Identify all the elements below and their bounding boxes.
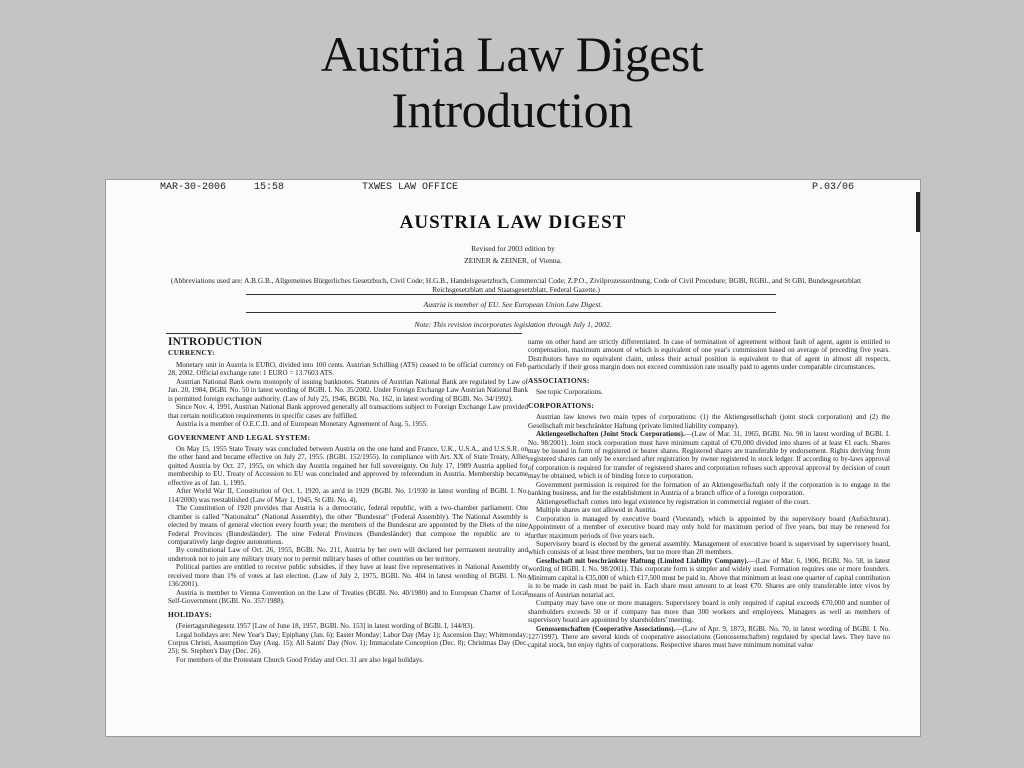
- paragraph: Monetary unit in Austria is EURO, divided into 100 cents. Austrian Schilling (ATS) ceased to be official currency on Feb. 28, 2002. Official exchange rate: 1 EURO = 13.7603 ATS.: [168, 360, 528, 378]
- fax-header: [106, 182, 920, 196]
- currency-heading: CURRENCY:: [168, 348, 215, 358]
- fax-time: 15:58: [254, 182, 285, 193]
- paragraph: Since Nov. 4, 1991, Austrian National Bank approved generally all transactions subject to Foreign Exchange Law provided that certain notification requirements in specific cases are fulfilled.: [168, 403, 528, 420]
- associations-heading: ASSOCIATIONS:: [528, 375, 590, 385]
- paragraph: (Feiertagsruhegesetz 1957 [Law of June 18, 1957, BGBl. No. 153] in latest wording of BGBl. I, 144/83).: [176, 622, 475, 631]
- authors-line: ZEINER & ZEINER, of Vienna.: [464, 256, 562, 265]
- slide-title: [0, 26, 1024, 138]
- paragraph: Austrian National Bank owns monopoly of issuing banknotes. Statutes of Austrian National Bank are regulated by Law of Jan. 20, 1984, BGBl. No. 50 in latest wording of BGBl. I. No. 35/2002. Under Foreign Exchange Law Austrian National Bank is permitted foreign exchange authority. (Law of July 25, 1946, BGBl. No. 162, in latest wording of BGBl. No. 34/1992).: [168, 377, 528, 403]
- paragraph: Political parties are entitled to receive public subsidies, if they have at least five representatives in National Assembly or received more than 1% of votes at last election. (Law of July 2, 1975, BGBl. No. 404 in latest wording of BGBl. I. No. 136/2001).: [168, 563, 528, 589]
- subsection-title: Gesellschaft mit beschränkter Haftung (Limited Liability Company).: [536, 556, 749, 565]
- slide-title-line2: Introduction: [391, 82, 633, 138]
- scanned-document: [106, 180, 920, 736]
- paragraph: Austrian law knows two main types of corporations: (1) the Aktiengesellschaft (joint stock corporation) and (2) the Gesellschaft mit beschränkter Haftung (private limited liability company).: [528, 413, 890, 430]
- subsection-text: —(Law of Mar. 6, 1906, RGBl. No. 58, in latest wording of BGBl. I. No. 98/2001). This corporate form is simpler and widely used. Formation requires one or more founders. Minimum capital is €35,000 of which €17,500 must be paid in. Above that minimum at least one quarter of capital contribution is to be made in cash must be paid in. Each share must amount to at least €70. Shares are only transferable inter vivos by means of Austrian notarial act.: [528, 556, 890, 599]
- subsection-text: —(Law of Mar. 31, 1965, BGBl. No. 98 in latest wording of BGBl. I. No. 98/2001). Joint stock corporation must have minimum capital of €70,000 divided into shares of at least €1 each. Shares may be issued in form of registered or bearer shares. Registered shares are transferable by endorsement. Rights deriving from registered shares can only be exercised after registration by owner registered in stock ledger. If according to by-laws approval of corporation is required for transfer of registered shares and corporation refuses such approval approval by decision of court may be obtained, which is of binding force to corporation.: [528, 430, 890, 481]
- divider: [166, 333, 522, 334]
- paragraph: By constitutional Law of Oct. 26, 1955, BGBl. No. 211, Austria by her own will declared her permanent neutrality and undertook not to join any military treaty nor to permit military bases of other countries on her territory.: [168, 546, 528, 563]
- paragraph: Austria is a member of O.E.C.D. and of European Monetary Agreement of Aug. 5, 1955.: [176, 420, 428, 429]
- introduction-heading: INTRODUCTION: [168, 336, 263, 348]
- holidays-heading: HOLIDAYS:: [168, 609, 212, 619]
- fax-sender: TXWES LAW OFFICE: [362, 182, 459, 193]
- paragraph: [528, 625, 890, 650]
- paragraph: Government permission is required for the formation of an Aktiengesellschaft only if the corporation is to engage in the banking business, and for the establishment in Austria of a branch office of a foreign corporation.: [528, 480, 890, 498]
- paragraph: Legal holidays are: New Year's Day; Epiphany (Jan. 6); Easter Monday; Labor Day (May 1); Ascension Day; Whitmonday; Corpus Christi, Assumption Day (Aug. 15); All Saints' Day (Nov. 1); Immaculate Conception (Dec. 8); Christmas Day (Dec. 25); St. Stephen's Day (Dec. 26).: [168, 630, 528, 656]
- paragraph: The Constitution of 1920 provides that Austria is a democratic, federal republic, with a two-chamber parliament. One chamber is called "Nationalrat" (National Assembly), the other "Bundesrat" (Federal Assembly). The National Assembly is elected by means of general election every fourth year; the members of the Bundesrat are appointed by the Diets of the nine Federal Provinces (Bundesländer). The nine Federal Provinces (Bundesländer) that compose the republic are to a comparatively large degree autonomous.: [168, 504, 528, 546]
- paragraph: See topic Corporations.: [536, 388, 603, 397]
- fax-page: P.03/06: [812, 182, 855, 193]
- paragraph: For members of the Protestant Church Good Friday and Oct. 31 are also legal holidays.: [176, 655, 424, 664]
- divider: [246, 312, 776, 313]
- paragraph: [528, 430, 890, 481]
- paragraph: After World War II, Constitution of Oct. 1, 1920, as am'd in 1929 (BGBl. No. 1/1930 in latest wording of BGBl. I. No. 114/2000) was reestablished (Law of May 1, 1945, St GBl. No. 4).: [168, 487, 528, 504]
- subsection-text: —(Law of Apr. 9, 1873, RGBl. No. 70, in latest wording of BGBl. I. No. 127/1997). There are several kinds of cooperative associations (Genossenschaften) regulated by special laws. They have no capital stock, but enjoy rights of corporations. Respective shares must have minimum nominal value: [528, 624, 890, 650]
- abbreviations-note: (Abbreviations used are: A.B.G.B., Allgemeines Bürgerliches Gesetzbuch, Civil Code; H.G.B., Handelsgesetzbuch, Commercial Code; Z.P.O., Zivilprozessordnung, Code of Civil Procedure; BGBl, RGBl., and St GBl, Bundesgesetzblatt Reichsgesetzblatt and Staatsgesetzblatt, Federal Gazette.): [170, 276, 862, 294]
- paragraph: [528, 557, 890, 599]
- subsection-title: Genossenschaften (Cooperative Associations).: [536, 624, 676, 633]
- paragraph: name on other hand are strictly differentiated. In case of termination of agreement without fault of agent, agent is entitled to compensation, maximum amount of which is equivalent of one year's commission based on average of preceding five years. Distributors have no equivalent claim, unless their actual position is equivalent to that of agent in almost all respects, particularly if their gross margin does not exceed commission rate usually paid to agents under comparable circumstances.: [528, 338, 890, 372]
- slide-title-line1: Austria Law Digest: [320, 26, 704, 82]
- paragraph: Corporation is managed by executive board (Vorstand), which is appointed by the supervisory board (Aufsichtsrat). Appointment of a member of executive board may only hold for maximum period of five years, but may be renewed for further maximum periods of five years each.: [528, 514, 890, 540]
- revision-note: Note: This revision incorporates legislation through July 1, 2002.: [414, 320, 612, 329]
- divider: [246, 294, 776, 295]
- subsection-title: Aktiengesellschaften (Joint Stock Corporations).: [536, 430, 685, 439]
- eu-note: Austria is member of EU. See European Union Law Digest.: [423, 300, 603, 309]
- fax-date: MAR-30-2006: [160, 182, 227, 193]
- paragraph: Aktiengesellschaft comes into legal existence by registration in commercial register of the court.: [536, 497, 810, 506]
- paragraph: On May 15, 1955 State Treaty was concluded between Austria on the one hand and France, U.K., U.S.A., and U.S.S.R. on the other hand and became effective on July 27, 1955. (BGBl. 152/1955). In compliance with Art. XX of State Treaty, Allies quitted Austria by Oct. 27, 1955, on which day Austria regained her full sovereignty. On July 17, 1989 Austria applied for membership to EU. Treaty of Accession to EU was concluded and approved by referendum in Austria. Membership became effective as of Jan. 1, 1995.: [168, 444, 528, 487]
- corporations-heading: CORPORATIONS:: [528, 400, 595, 410]
- government-heading: GOVERNMENT AND LEGAL SYSTEM:: [168, 432, 311, 442]
- right-column: [528, 338, 890, 650]
- paragraph: Supervisory board is elected by the general assembly. Management of executive board is supervised by supervisory board, which consists of at least three members, but no more than 20 members.: [528, 539, 890, 557]
- paragraph: Company may have one or more managers. Supervisory board is only required if capital exceeds €70,000 and number of shareholders exceeds 50 or if company has more than 300 workers and employees. Managers as well as members of supervisory board are appointed by shareholders' meeting.: [528, 599, 890, 625]
- paragraph: Austria is member to Vienna Convention on the Law of Treaties (BGBl. No. 40/1980) and to European Charter of Local Self-Government (BGBl. No. 357/1988).: [168, 588, 528, 606]
- paragraph: Multiple shares are not allowed in Austria.: [536, 506, 657, 515]
- left-column: [168, 338, 528, 664]
- document-title: AUSTRIA LAW DIGEST: [399, 212, 627, 233]
- revised-line: Revised for 2003 edition by: [471, 244, 555, 253]
